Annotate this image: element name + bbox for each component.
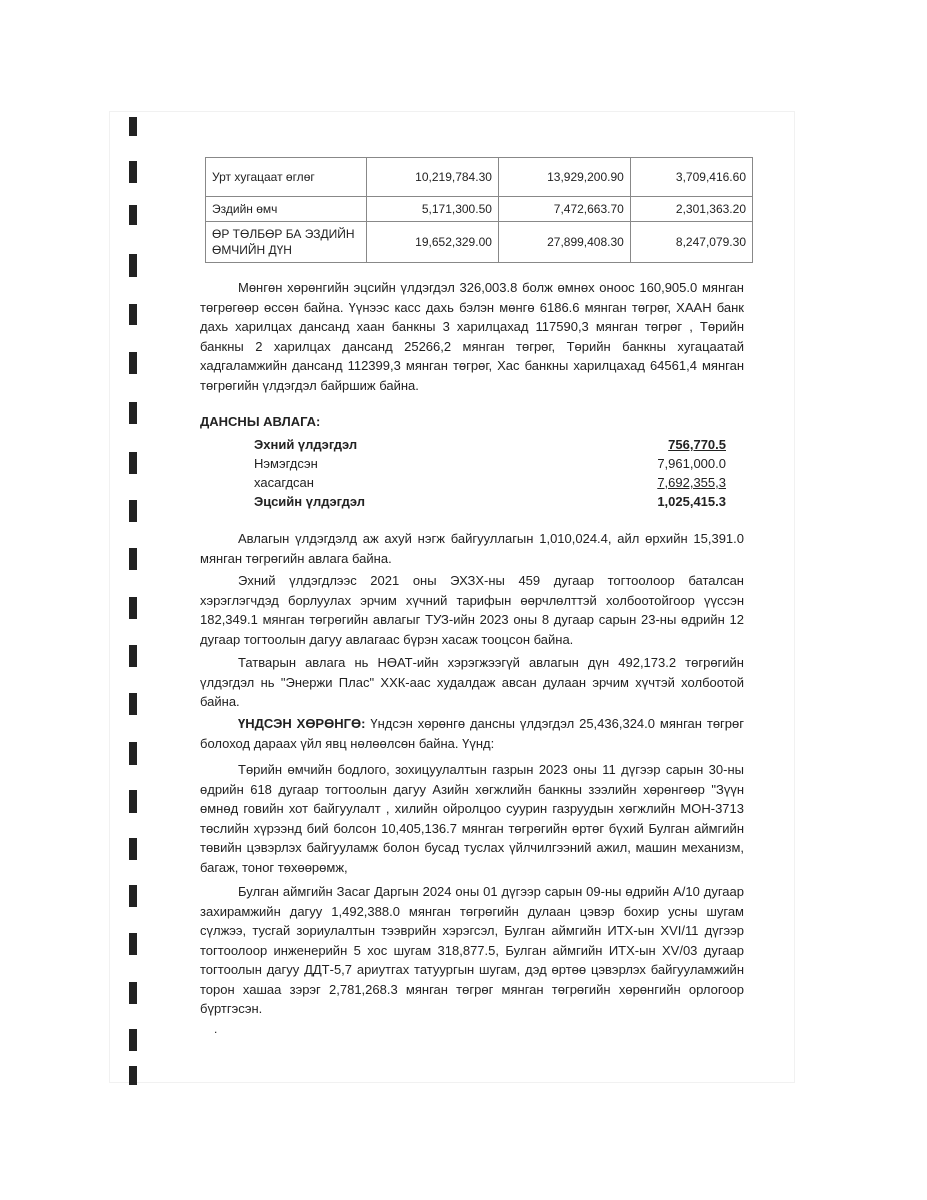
row-label: ӨР ТӨЛБӨР БА ЭЗДИЙН ӨМЧИЙН ДҮН	[206, 222, 367, 263]
binding-mark	[129, 885, 137, 907]
receivable-paragraph-2: Эхний үлдэгдлээс 2021 оны ЭХЗХ-ны 459 дугаар тогтоолоор баталсан хэрэглэгчдэд борлуулах эрчим хүчний тарифын өөрчлөлттэй холбоотойгоор үүссэн 182,349.1 мянган төгрөгийн авлагыг ТУЗ-ийн 2023 оны 8 дугаар сарын 23-ны өдрийн 12 дугаар тогтоолын дагуу авлагаас бүрэн хасаж тооцсон байна.	[200, 573, 744, 647]
fixed-assets-paragraph-2: Төрийн өмчийн бодлого, зохицуулалтын газрын 2023 оны 11 дүгээр сарын 30-ны өдрийн 618 дугаар тогтоолын дагуу Азийн хөгжлийн банкны зээлийн хөрөнгөөр "Зүүн өмнөд говийн хот байгуулалт , хилийн ойролцоо суурин газруудын хөгжлийн МОН-3713 төслийн хүрээнд бий болсон 10,405,136.7 мянган төгрөгийн өртөг бүхий Булган аймгийн төвийн цэвэрлэх байгууламж болон бусад туслах үйлчилгээний ажил, машин механизм, багаж, тоног төхөөрөмж,	[200, 762, 744, 875]
deducted-row	[254, 475, 726, 494]
binding-marks	[129, 0, 141, 1200]
binding-mark	[129, 742, 137, 765]
liabilities-table	[205, 157, 753, 263]
opening-label: Эхний үлдэгдэл	[254, 437, 358, 452]
binding-mark	[129, 452, 137, 474]
fixed-assets-text: Үндсэн хөрөнгө дансны үлдэгдэл 25,436,324.0 мянган төгрөг болоход дараах үйл явц нөлөөлсөн байна. Үүнд:	[200, 716, 744, 751]
table-cell: 10,219,784.30	[367, 158, 499, 197]
binding-mark	[129, 548, 137, 570]
receivable-balance	[254, 437, 726, 513]
binding-mark	[129, 254, 137, 277]
added-label: Нэмэгдсэн	[254, 456, 318, 471]
closing-value: 1,025,415.3	[657, 494, 726, 509]
deducted-label: хасагдсан	[254, 475, 314, 490]
binding-mark	[129, 352, 137, 374]
cash-paragraph: Мөнгөн хөрөнгийн эцсийн үлдэгдэл 326,003.8 болж өмнөх оноос 160,905.0 мянган төгрөгөөр өссөн байна. Үүнээс касс дахь бэлэн мөнгө 6186.6 мянган төгрөг, ХААН банк дахь харилцах дансанд хаан банкны 3 харилцахад 117590,3 мянган төгрөг , Төрийн банкны 2 харилцах дансанд 25266,2 мянган төгрөг, Төрийн банкны хугацаатай хадгаламжийн дансанд 112399,3 мянган төгрөг, Хас банкны харилцахад 64561,4 мянган төгрөгийн үлдэгдэл байршиж байна.	[200, 280, 744, 393]
closing-label: Эцсийн үлдэгдэл	[254, 494, 365, 509]
deducted-value: 7,692,355,3	[657, 475, 726, 490]
binding-mark	[129, 500, 137, 522]
binding-mark	[129, 304, 137, 325]
table-cell: 19,652,329.00	[367, 222, 499, 263]
table-row	[206, 222, 753, 263]
binding-mark	[129, 1029, 137, 1051]
table-cell: 2,301,363.20	[630, 197, 752, 222]
receivable-heading: ДАНСНЫ АВЛАГА:	[200, 414, 321, 429]
fixed-assets-heading: ҮНДСЭН ХӨРӨНГӨ:	[238, 716, 366, 731]
row-label: Эздийн өмч	[206, 197, 367, 222]
binding-mark	[129, 933, 137, 955]
table-row	[206, 197, 753, 222]
row-label: Урт хугацаат өглөг	[206, 158, 367, 197]
table-cell: 5,171,300.50	[367, 197, 499, 222]
binding-mark	[129, 597, 137, 619]
binding-mark	[129, 693, 137, 715]
binding-mark	[129, 838, 137, 860]
table-cell: 7,472,663.70	[498, 197, 630, 222]
binding-mark	[129, 790, 137, 813]
fixed-assets-paragraph	[200, 714, 744, 753]
opening-row	[254, 437, 726, 456]
table-cell: 27,899,408.30	[498, 222, 630, 263]
fixed-assets-paragraph-3: Булган аймгийн Засаг Даргын 2024 оны 01 дүгээр сарын 09-ны өдрийн А/10 дугаар захирамжийн дагуу 1,492,388.0 мянган төгрөгийн дулаан цэвэр бохир усны шугам сүлжээ, тусгай зориулалтын тээврийн хэрэгсэл, Булган аймгийн ИТХ-ын XVI/11 дүгээр тогтоолоор инженерийн 5 хос шугам 318,877.5, Булган аймгийн ИТХ-ын XV/03 дугаар тогтоолын дагуу ДДТ-5,7 ариутгах татуургын шугам, дэд өртөө цэвэрлэх байгууламжийн торон хашаа зэрэг 2,781,268.3 мянган төгрөг мянган төгрөгийн хөрөнгийн орлогоор бүртгэсэн.	[200, 884, 744, 1016]
opening-value: 756,770.5	[668, 437, 726, 452]
stray-dot: .	[214, 1022, 218, 1036]
receivable-paragraph-3: Татварын авлага нь НӨАТ-ийн хэрэгжээгүй авлагын дүн 492,173.2 төгрөгийн үлдэгдэл нь "Энержи Плас" ХХК-аас худалдаж авсан дулаан эрчим хүчтэй холбоотой байна.	[200, 655, 744, 709]
binding-mark	[129, 117, 137, 136]
added-value: 7,961,000.0	[657, 456, 726, 471]
table-cell: 8,247,079.30	[630, 222, 752, 263]
added-row	[254, 456, 726, 475]
receivable-paragraph-1: Авлагын үлдэгдэлд аж ахуй нэгж байгууллагын 1,010,024.4, айл өрхийн 15,391.0 мянган төгрөгийн авлага байна.	[200, 531, 744, 566]
binding-mark	[129, 1066, 137, 1085]
binding-mark	[129, 982, 137, 1004]
binding-mark	[129, 161, 137, 183]
table-cell: 3,709,416.60	[630, 158, 752, 197]
binding-mark	[129, 402, 137, 424]
binding-mark	[129, 645, 137, 667]
table-cell: 13,929,200.90	[498, 158, 630, 197]
table-row	[206, 158, 753, 197]
binding-mark	[129, 205, 137, 225]
closing-row	[254, 494, 726, 513]
